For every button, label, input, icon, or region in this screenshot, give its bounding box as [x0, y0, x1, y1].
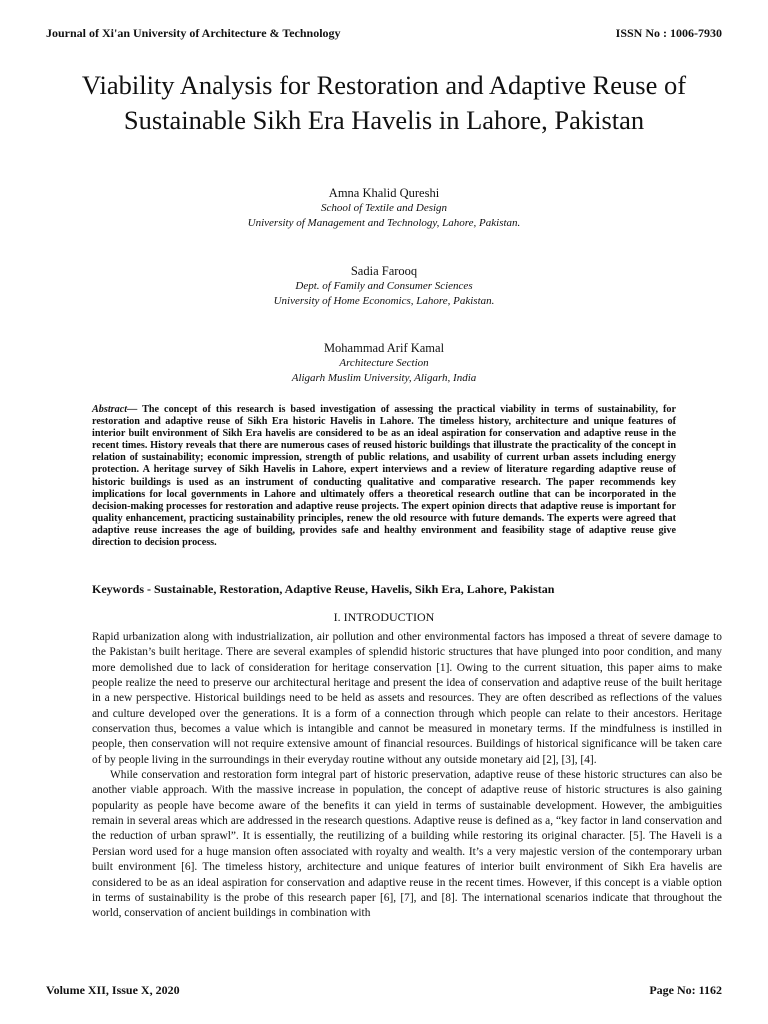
author-affiliation-dept: School of Textile and Design [320, 202, 448, 214]
abstract [92, 404, 676, 549]
abstract-label: Abstract— [92, 404, 138, 415]
author-name: Mohammad Arif Kamal [323, 341, 445, 355]
section-heading: I. INTRODUCTION [333, 610, 435, 624]
issn-number: ISSN No : 1006-7930 [615, 26, 722, 40]
author-affiliation-inst: University of Home Economics, Lahore, Pakistan. [273, 295, 495, 307]
author-name: Sadia Farooq [350, 264, 418, 278]
keywords: Keywords - Sustainable, Restoration, Adaptive Reuse, Havelis, Sikh Era, Lahore, Pakistan [92, 582, 555, 596]
running-footer [46, 983, 722, 998]
author-affiliation-inst: University of Management and Technology, Lahore, Pakistan. [247, 217, 521, 229]
page-number: Page No: 1162 [649, 983, 722, 997]
abstract-text: The concept of this research is based investigation of assessing the practical viability in terms of sustainability, for restoration and adaptive reuse of Sikh Era historic Havelis in Lahore. The timeless history, architecture and unique features of interior built environment of Sikh Era havelis are considered to be as an ideal aspiration for conservation and adaptive reuse in the recent times. History reveals that there are numerous cases of reused historic buildings that illustrate the practicality of the concept in relation of sustainability; economic impression, strength of public relations, and usability of current urban assets including energy protection. A heritage survey of Sikh Havelis in Lahore, expert interviews and a review of literature regarding adaptive reuse of historic buildings is used as an instrument of conducting qualitative and comparative research. The paper recommends key implications for local governments in Lahore and ultimately offers a theoretical research outline that can be incorporated in the decision-making processes for restoration and adaptive reuse projects. The expert opinion directs that adaptive reuse is important for quality enhancement, practicing sustainability principles, renew the old resource with future demands. The experts were agreed that adaptive reuse increases the age of building, provides safe and healthy environment and feasibility stage of adaptive reuse give direction to decision process. [92, 404, 676, 549]
body-paragraph: Rapid urbanization along with industrialization, air pollution and other environmental factors has imposed a threat of severe damage to the Pakistan’s built heritage. There are several examples of splendid historic structures that have plunged into poor condition, and many more demolished due to lack of consideration for heritage conservation [1]. Owing to the current situation, this paper aims to make people realize the need to preserve our architectural heritage and present the idea of conservation and adaptive reuse of the built heritage in a new perspective. Historical buildings need to be held as assets and resources. They are often described as reflections of the values and culture developed over the generations. It is a form of a connection through which people can relate to their ancestors. Heritage conservation thus, becomes a value which is intangible and cannot be measured in monetary terms. If the mindfulness is instilled in people, then conservation will not require extensive amount of financial resources. Buildings of historical significance will be taken care of by people living in the surroundings in their everyday routine without any outside monetary aid [2], [3], [4]. [92, 631, 722, 766]
author-affiliation-inst: Aligarh Muslim University, Aligarh, India [291, 372, 477, 384]
author-block-2 [0, 264, 768, 309]
running-header [46, 26, 722, 41]
author-affiliation-dept: Dept. of Family and Consumer Sciences [295, 280, 473, 292]
body-text [92, 630, 722, 922]
volume-issue: Volume XII, Issue X, 2020 [46, 983, 180, 997]
journal-name: Journal of Xi'an University of Architecture & Technology [46, 26, 341, 40]
body-paragraph: While conservation and restoration form integral part of historic preservation, adaptive reuse of these historic structures can also be another viable approach. With the massive increase in population, the concept of adaptive reuse of historic structures is also gaining popularity as people have become aware of the benefits it can yield in terms of sustainable development. However, the ambiguities remain in several areas which are addressed in the research questions. Adaptive reuse is defined as a, “key factor in land conservation and the reduction of urban sprawl”. It is essentially, the reutilizing of a building while restoring its original character. [5]. The Haveli is a Persian word used for a huge mansion often associated with royalty and wealth. It’s a very majestic version of the contemporary urban built environment [6]. The timeless history, architecture and unique features of interior built environment of Sikh Era havelis are considered to be as an ideal aspiration for conservation and adaptive reuse in the recent times. However, if this concept is a viable option in terms of sustainability is the probe of this research paper [6], [7], and [8]. The international scenarios indicate that throughout the world, conservation of ancient buildings in combination with [92, 769, 722, 920]
paper-title: Viability Analysis for Restoration and Adaptive Reuse of Sustainable Sikh Era Havelis in Lahore, Pakistan [81, 70, 687, 135]
author-block-3 [0, 341, 768, 386]
author-name: Amna Khalid Qureshi [328, 186, 440, 200]
author-affiliation-dept: Architecture Section [339, 357, 429, 369]
author-block-1 [0, 186, 768, 231]
